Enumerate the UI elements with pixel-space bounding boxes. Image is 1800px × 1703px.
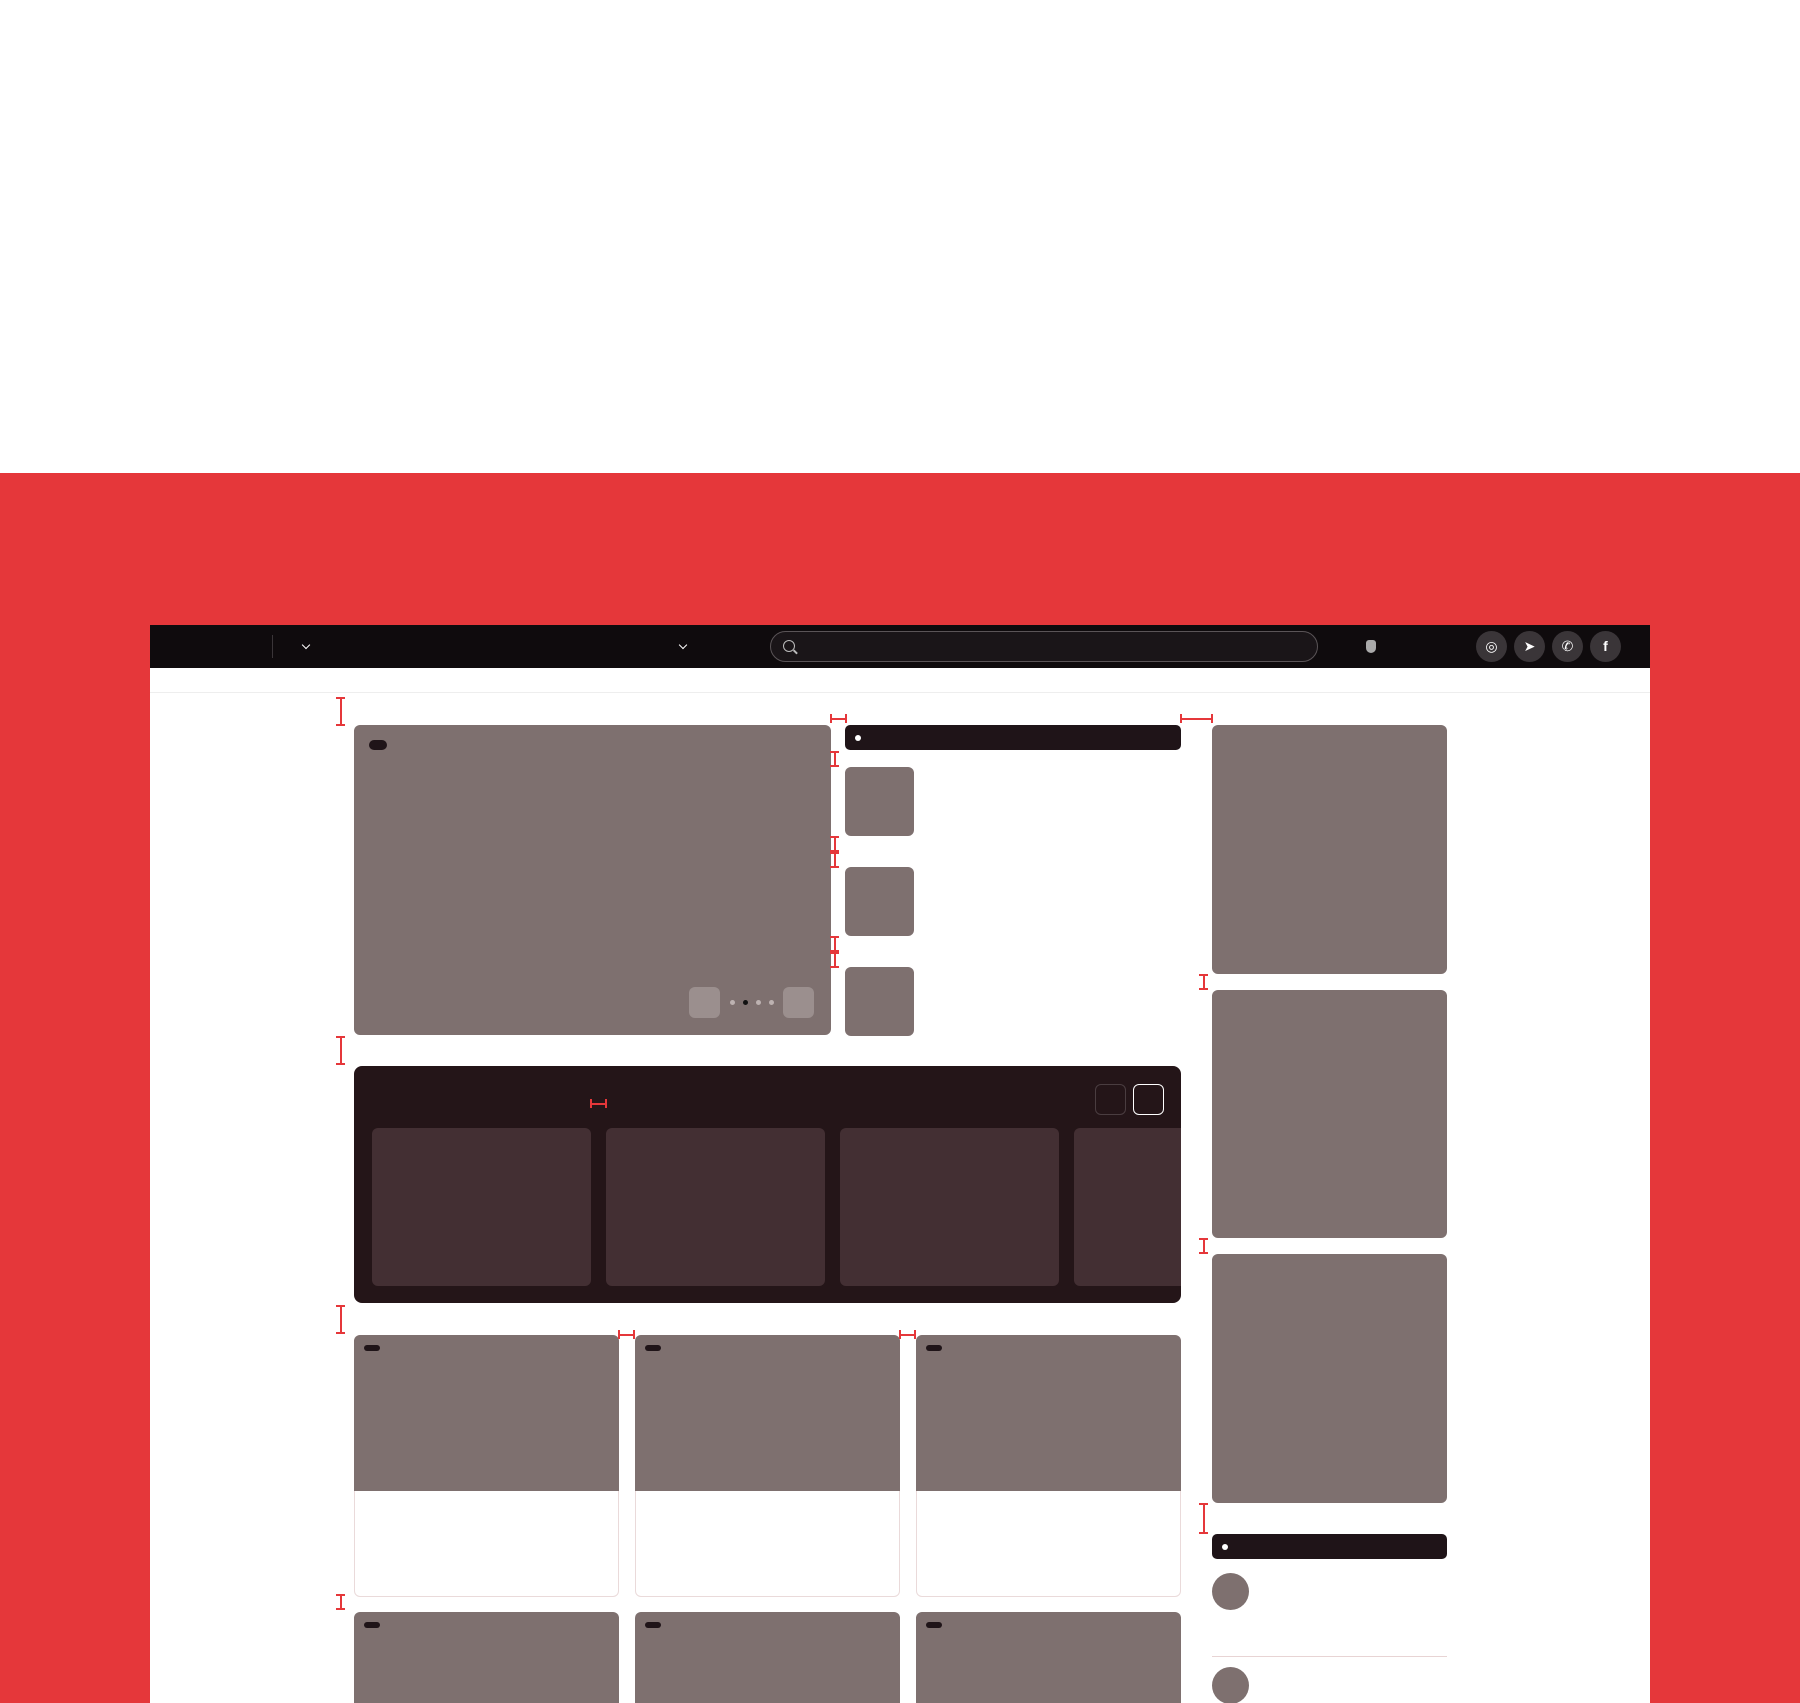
spacing-marker xyxy=(336,1305,345,1334)
company-news-card[interactable] xyxy=(840,1128,1059,1286)
experts-header xyxy=(1212,1534,1447,1559)
chevron-down-icon xyxy=(679,641,687,649)
article-card-tag[interactable] xyxy=(364,1345,380,1351)
awards-link[interactable] xyxy=(1366,639,1384,654)
spacing-marker xyxy=(336,697,345,726)
carousel-dot[interactable] xyxy=(769,1000,774,1005)
ad-banner[interactable] xyxy=(1212,1254,1447,1503)
main-next-button[interactable] xyxy=(783,987,814,1018)
article-card-tag[interactable] xyxy=(645,1345,661,1351)
spacing-marker xyxy=(830,714,847,723)
nav-divider xyxy=(272,635,273,658)
site-screenshot xyxy=(150,625,1650,1703)
article-card-image[interactable] xyxy=(916,1335,1181,1491)
facebook-icon[interactable]: f xyxy=(1590,631,1621,662)
main-news-tag xyxy=(369,740,387,750)
spacing-marker xyxy=(618,1330,635,1339)
article-card-image[interactable] xyxy=(916,1612,1181,1703)
intro-section xyxy=(0,0,1800,473)
spacing-marker xyxy=(830,836,839,852)
company-news-card[interactable] xyxy=(372,1128,591,1286)
ad-banner[interactable] xyxy=(1212,725,1447,974)
content-grid xyxy=(150,694,1650,1703)
article-card-tag[interactable] xyxy=(926,1622,942,1628)
nav-item-learn[interactable] xyxy=(674,639,686,654)
editors-choice-header xyxy=(845,725,1181,750)
company-news-card[interactable] xyxy=(606,1128,825,1286)
whatsapp-icon[interactable]: ✆ xyxy=(1552,631,1583,662)
article-card-image[interactable] xyxy=(635,1335,900,1491)
main-news-card[interactable] xyxy=(354,725,831,1035)
avatar[interactable] xyxy=(1212,1573,1249,1610)
editors-item-image[interactable] xyxy=(845,767,914,836)
article-card-image[interactable] xyxy=(354,1335,619,1491)
instagram-icon[interactable]: ◎ xyxy=(1476,631,1507,662)
spacing-marker xyxy=(336,1594,345,1610)
spacing-marker xyxy=(830,952,839,968)
spacing-marker xyxy=(830,936,839,952)
bullet-icon xyxy=(855,735,861,741)
telegram-icon[interactable]: ➤ xyxy=(1514,631,1545,662)
search-input[interactable] xyxy=(805,638,1285,656)
article-card-tag[interactable] xyxy=(926,1345,942,1351)
article-card-tag[interactable] xyxy=(364,1622,380,1628)
search-bar[interactable] xyxy=(770,631,1318,662)
bitbull-logo[interactable] xyxy=(182,631,250,661)
spacing-marker xyxy=(1199,974,1208,990)
spacing-marker xyxy=(830,751,839,767)
editors-item-image[interactable] xyxy=(845,867,914,936)
carousel-dot-active[interactable] xyxy=(743,1000,748,1005)
main-prev-button[interactable] xyxy=(689,987,720,1018)
spacing-marker xyxy=(899,1330,916,1339)
spacing-marker xyxy=(1180,714,1213,723)
nav-item-news[interactable] xyxy=(297,639,309,654)
article-card-image[interactable] xyxy=(354,1612,619,1703)
spacing-marker xyxy=(1199,1238,1208,1254)
price-ticker xyxy=(150,668,1650,693)
spacing-marker xyxy=(590,1099,607,1108)
ad-banner[interactable] xyxy=(1212,990,1447,1238)
company-prev-button[interactable] xyxy=(1095,1084,1126,1115)
editors-item-image[interactable] xyxy=(845,967,914,1036)
chevron-down-icon xyxy=(302,641,310,649)
spacing-marker xyxy=(1199,1503,1208,1534)
search-icon xyxy=(783,640,795,652)
carousel-dot[interactable] xyxy=(730,1000,735,1005)
spacing-marker xyxy=(830,852,839,868)
company-news-card[interactable] xyxy=(1074,1128,1181,1286)
bullet-icon xyxy=(1222,1544,1228,1550)
company-next-button[interactable] xyxy=(1133,1084,1164,1115)
article-card-tag[interactable] xyxy=(645,1622,661,1628)
top-navigation xyxy=(150,625,1650,668)
trophy-icon xyxy=(1366,640,1376,653)
carousel-dot[interactable] xyxy=(756,1000,761,1005)
article-card-image[interactable] xyxy=(635,1612,900,1703)
spacing-marker xyxy=(336,1036,345,1065)
company-news-carousel xyxy=(372,1128,1181,1286)
divider xyxy=(1212,1656,1447,1657)
avatar[interactable] xyxy=(1212,1667,1249,1703)
